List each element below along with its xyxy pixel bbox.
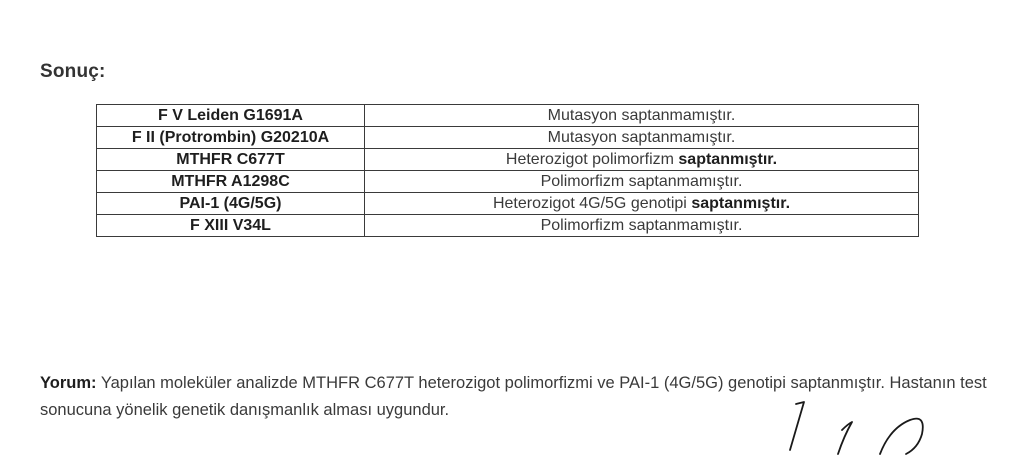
- test-name: PAI-1 (4G/5G): [97, 193, 365, 215]
- test-name: MTHFR A1298C: [97, 171, 365, 193]
- signature-stroke: [880, 419, 923, 454]
- test-result: [365, 215, 919, 237]
- result-text: Heterozigot 4G/5G genotipi: [492, 195, 692, 212]
- signature-stroke: [838, 422, 852, 454]
- table-row: [97, 149, 919, 171]
- result-text: Mutasyon saptanmamıştır.: [547, 107, 736, 124]
- result-text: Mutasyon saptanmamıştır.: [547, 129, 736, 146]
- test-result: [365, 193, 919, 215]
- results-table: [96, 104, 919, 237]
- test-name: F XIII V34L: [97, 215, 365, 237]
- table-row: [97, 105, 919, 127]
- test-name: F V Leiden G1691A: [97, 105, 365, 127]
- test-result: [365, 127, 919, 149]
- comment-label: Yorum:: [40, 374, 97, 392]
- table-row: [97, 171, 919, 193]
- test-name: F II (Protrombin) G20210A: [97, 127, 365, 149]
- result-text: Polimorfizm saptanmamıştır.: [540, 217, 743, 234]
- result-text: Heterozigot polimorfizm: [505, 151, 679, 168]
- section-heading: Sonuç:: [40, 61, 106, 82]
- test-result: [365, 171, 919, 193]
- test-result: [365, 105, 919, 127]
- comment-text: Yapılan moleküler analizde MTHFR C677T heterozigot polimorfizmi ve PAI-1 (4G/5G) genotipi saptanmıştır. Hastanın test sonucuna yönelik genetik danışmanlık alması uygundur.: [40, 374, 987, 419]
- result-bold: saptanmıştır.: [678, 151, 778, 168]
- table-row: [97, 215, 919, 237]
- table-row: [97, 127, 919, 149]
- result-text: Polimorfizm saptanmamıştır.: [540, 173, 743, 190]
- table-row: [97, 193, 919, 215]
- result-bold: saptanmıştır.: [691, 195, 791, 212]
- signature-stroke: [790, 402, 804, 450]
- handwritten-signature: [730, 400, 950, 455]
- test-name: MTHFR C677T: [97, 149, 365, 171]
- test-result: [365, 149, 919, 171]
